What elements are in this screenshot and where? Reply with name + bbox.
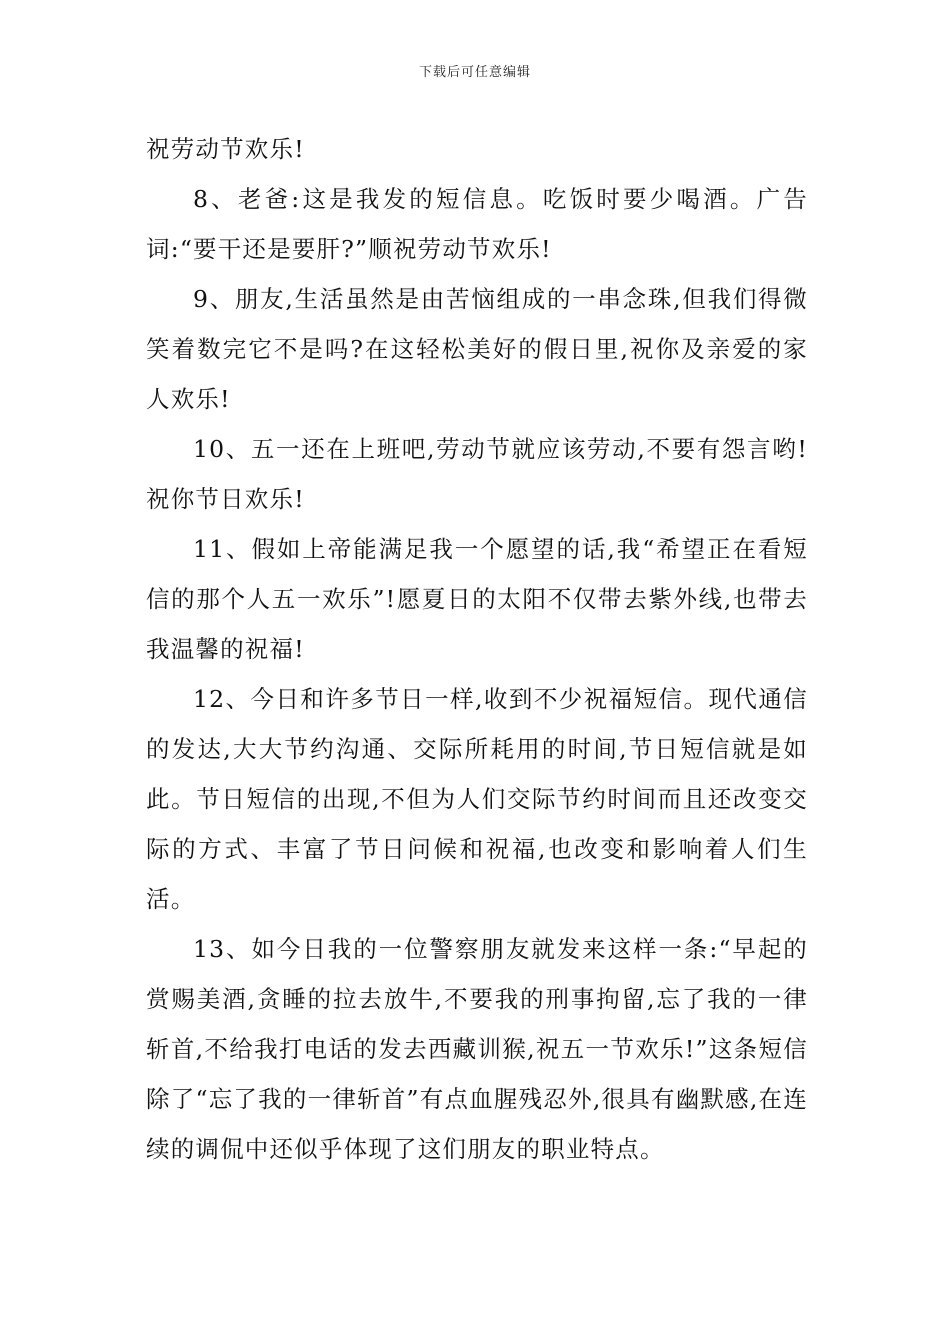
paragraph-item-9: 9、朋友,生活虽然是由苦恼组成的一串念珠,但我们得微笑着数完它不是吗?在这轻松美好的假日里,祝你及亲爱的家人欢乐! [146, 285, 808, 413]
paragraph-continuation: 祝劳动节欢乐! [146, 135, 305, 163]
paragraph-item-13: 13、如今日我的一位警察朋友就发来这样一条:“早起的赏赐美酒,贪睡的拉去放牛,不要我的刑事拘留,忘了我的一律斩首,不给我打电话的发去西藏训猴,祝五一节欢乐!”这条短信除了“忘了我的一律斩首”有点血腥残忍外,很具有幽默感,在连续的调侃中还似乎体现了这们朋友的职业特点。 [146, 935, 808, 1163]
paragraph-item-8: 8、老爸:这是我发的短信息。吃饭时要少喝酒。广告词:“要干还是要肝?”顺祝劳动节欢乐! [146, 185, 808, 263]
document-body [146, 124, 808, 1174]
page-header: 下载后可任意编辑 [418, 65, 531, 80]
paragraph-item-12: 12、今日和许多节日一样,收到不少祝福短信。现代通信的发达,大大节约沟通、交际所耗用的时间,节日短信就是如此。节日短信的出现,不但为人们交际节约时间而且还改变交际的方式、丰富了节日问候和祝福,也改变和影响着人们生活。 [146, 685, 808, 913]
paragraph-item-10: 10、五一还在上班吧,劳动节就应该劳动,不要有怨言哟!祝你节日欢乐! [146, 435, 808, 513]
paragraph-item-11: 11、假如上帝能满足我一个愿望的话,我“希望正在看短信的那个人五一欢乐”!愿夏日的太阳不仅带去紫外线,也带去我温馨的祝福! [146, 535, 808, 663]
